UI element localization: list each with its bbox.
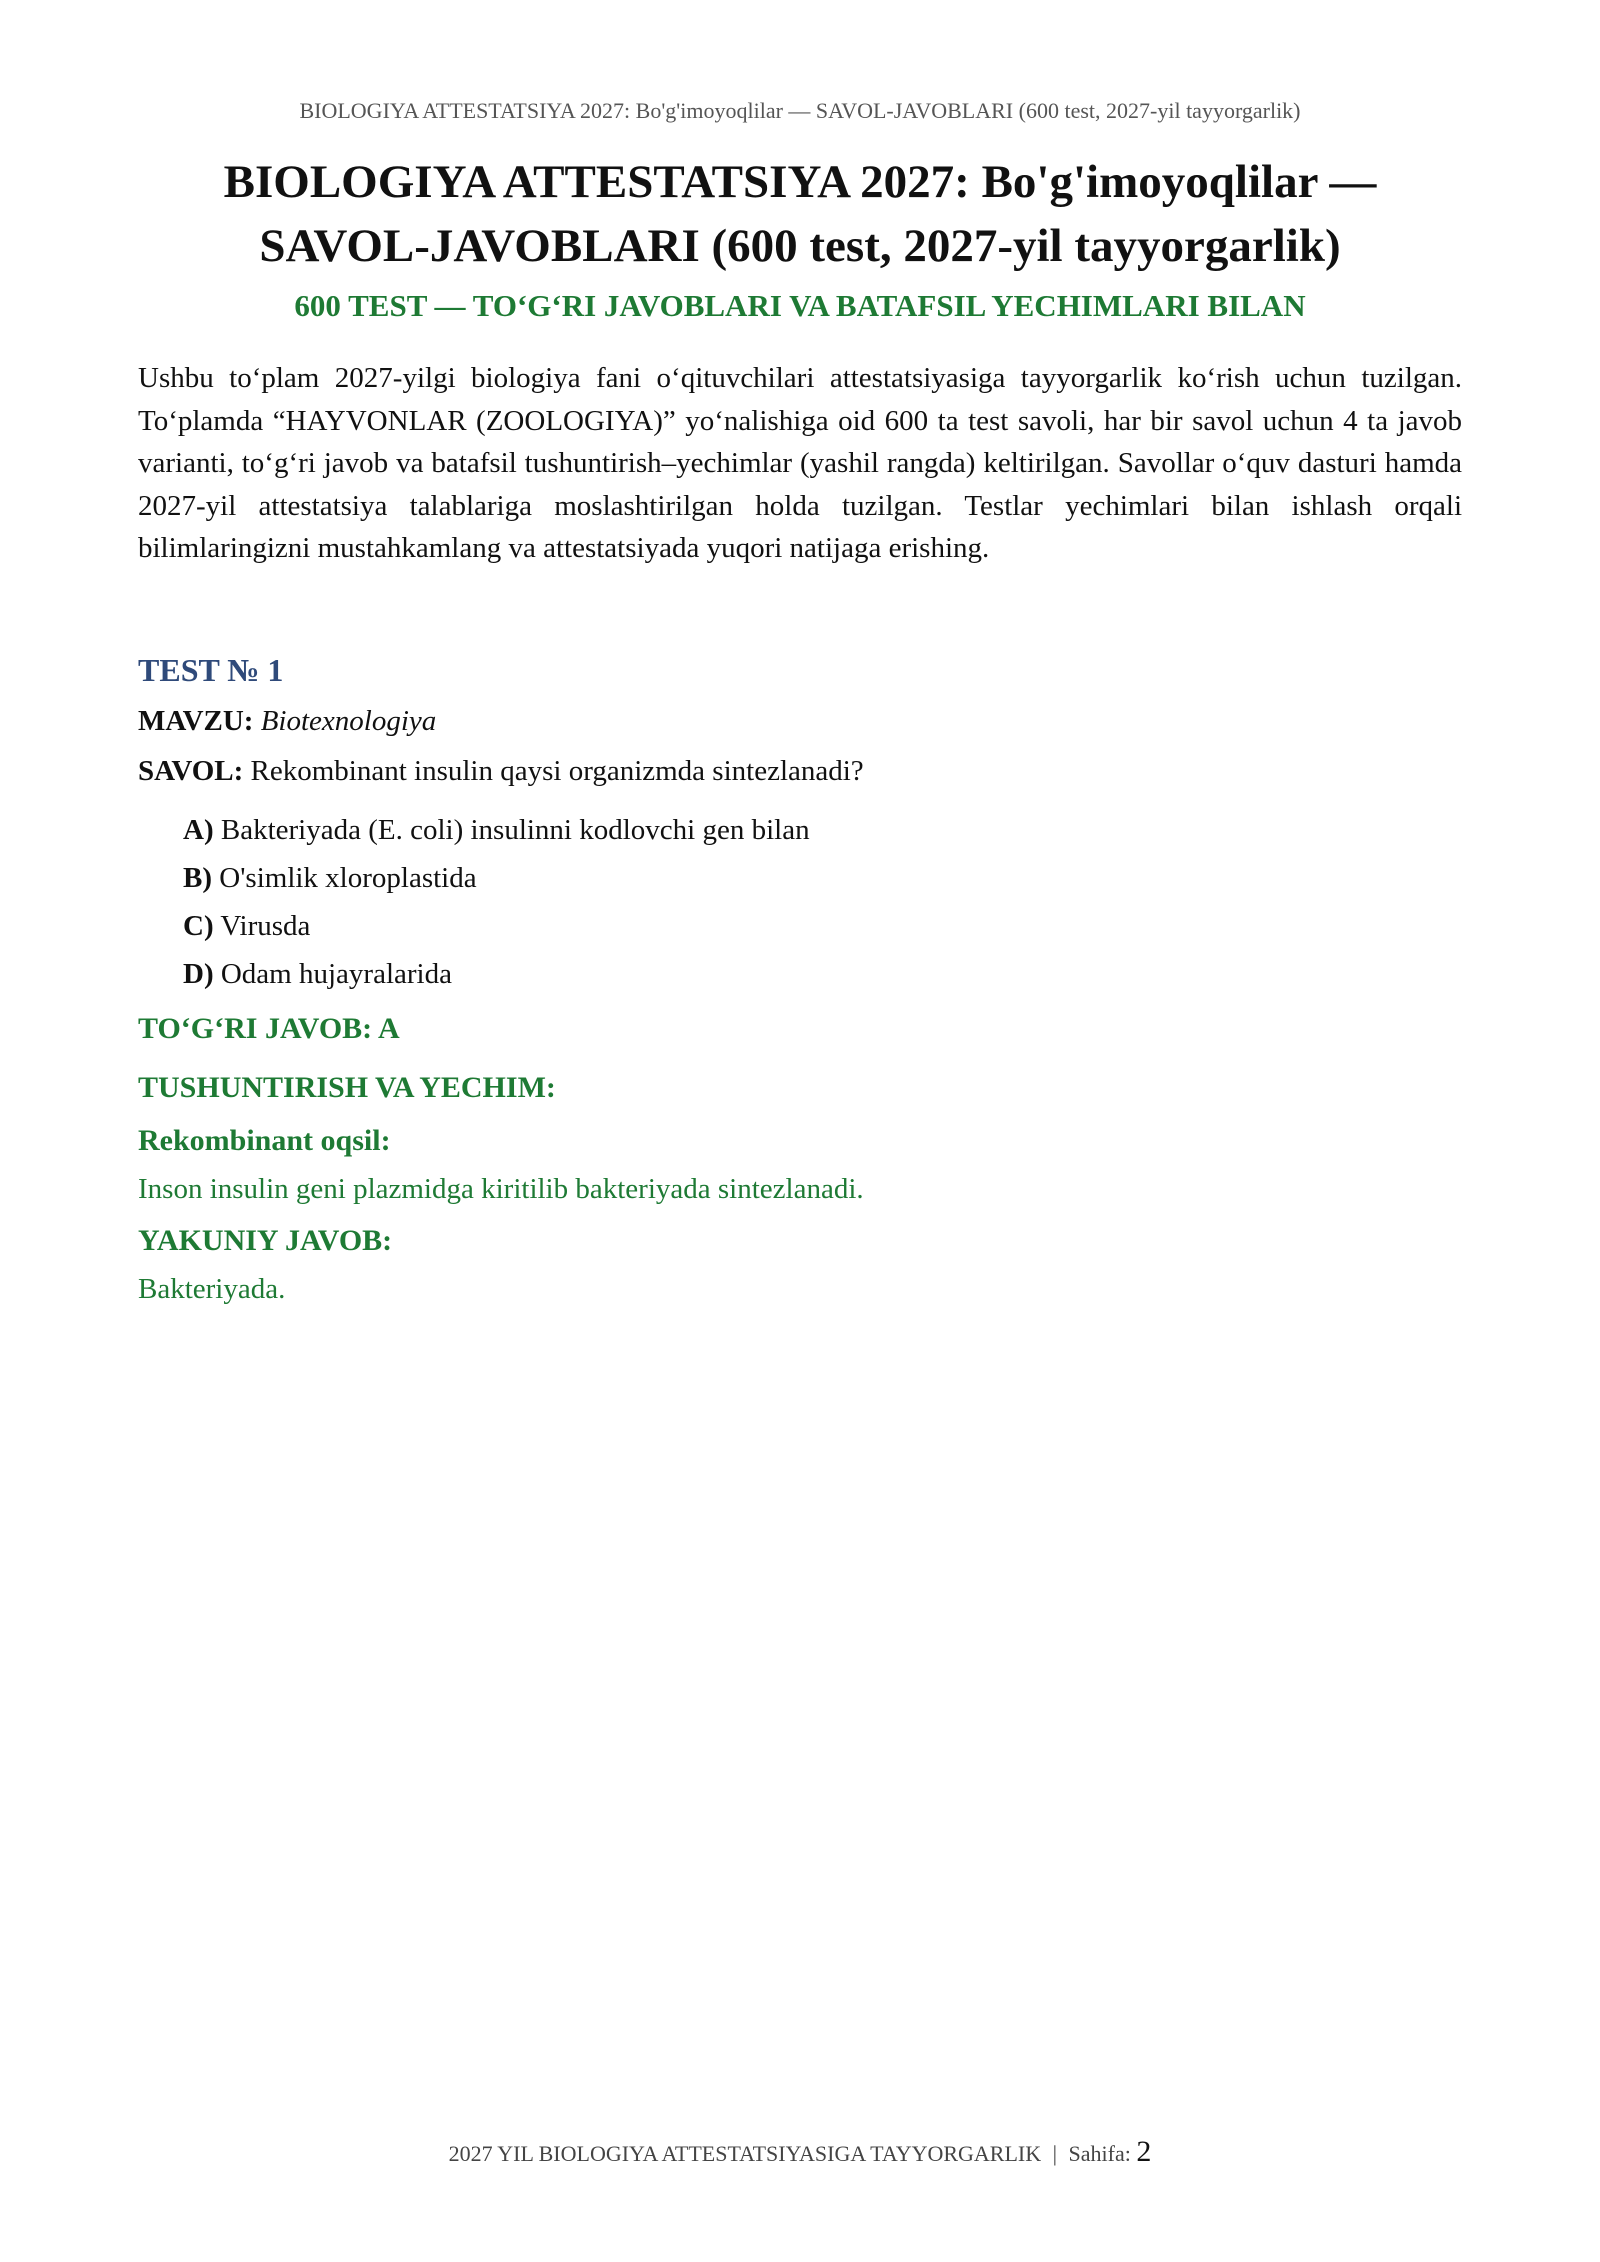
question-text: Rekombinant insulin qaysi organizmda sintezlanadi? — [250, 755, 864, 787]
answer-options — [183, 810, 810, 1002]
option-b — [183, 858, 810, 906]
final-answer-text: Bakteriyada. — [138, 1273, 286, 1305]
option-letter: C) — [183, 910, 214, 942]
explanation-subheading: Rekombinant oqsil: — [138, 1124, 391, 1157]
document-title-line-2: SAVOL-JAVOBLARI (600 test, 2027-yil tayyorgarlik) — [259, 220, 1341, 272]
footer-text: 2027 YIL BIOLOGIYA ATTESTATSIYASIGA TAYYORGARLIK — [448, 2141, 1042, 2166]
option-letter: B) — [183, 862, 212, 894]
footer-separator: | — [1052, 2141, 1058, 2166]
explanation-heading: TUSHUNTIRISH VA YECHIM: — [138, 1071, 556, 1104]
option-letter: D) — [183, 958, 214, 990]
running-header: BIOLOGIYA ATTESTATSIYA 2027: Bo'g'imoyoqlilar — SAVOL-JAVOBLARI (600 test, 2027-yil tayyorgarlik) — [299, 98, 1301, 123]
option-a — [183, 810, 810, 858]
option-d — [183, 954, 810, 1002]
test-heading: TEST № 1 — [138, 652, 284, 688]
document-subtitle: 600 TEST — TO‘G‘RI JAVOBLARI VA BATAFSIL YECHIMLARI BILAN — [294, 288, 1306, 323]
option-text: Odam hujayralarida — [220, 958, 452, 990]
page-footer — [0, 2135, 1600, 2169]
topic-value: Biotexnologiya — [260, 705, 437, 737]
option-text: Bakteriyada (E. coli) insulinni kodlovchi gen bilan — [220, 814, 810, 846]
option-letter: A) — [183, 814, 214, 846]
intro-paragraph: Ushbu to‘plam 2027-yilgi biologiya fani o‘qituvchilari attestatsiyasiga tayyorgarlik ko‘rish uchun tuzilgan. To‘plamda “HAYVONLAR (ZOOLOGIYA)” yo‘nalishiga oid 600 ta test savoli, har bir savol uchun 4 ta javob varianti, to‘g‘ri javob va batafsil tushuntirish–yechimlar (yashil rangda) keltirilgan. Savollar o‘quv dasturi hamda 2027-yil attestatsiya talablariga moslashtirilgan holda tuzilgan. Testlar yechimlari bilan ishlash orqali bilimlaringizni mustahkamlang va attestatsiyada yuqori natijaga erishing. — [138, 362, 1462, 564]
option-c — [183, 906, 810, 954]
topic-label: MAVZU: — [138, 705, 254, 737]
correct-answer: TO‘G‘RI JAVOB: A — [138, 1012, 400, 1045]
page-label: Sahifa: — [1068, 2141, 1131, 2166]
option-text: Virusda — [220, 910, 311, 942]
final-answer-heading: YAKUNIY JAVOB: — [138, 1224, 393, 1257]
page-number: 2 — [1136, 2135, 1152, 2168]
topic-line — [138, 705, 436, 738]
option-text: O'simlik xloroplastida — [219, 862, 477, 894]
document-title — [140, 150, 1460, 278]
document-title-line-1: BIOLOGIYA ATTESTATSIYA 2027: Bo'g'imoyoqlilar — — [223, 156, 1377, 208]
question-label: SAVOL: — [138, 755, 244, 787]
question-line — [138, 755, 864, 788]
explanation-text: Inson insulin geni plazmidga kiritilib bakteriyada sintezlanadi. — [138, 1173, 864, 1205]
